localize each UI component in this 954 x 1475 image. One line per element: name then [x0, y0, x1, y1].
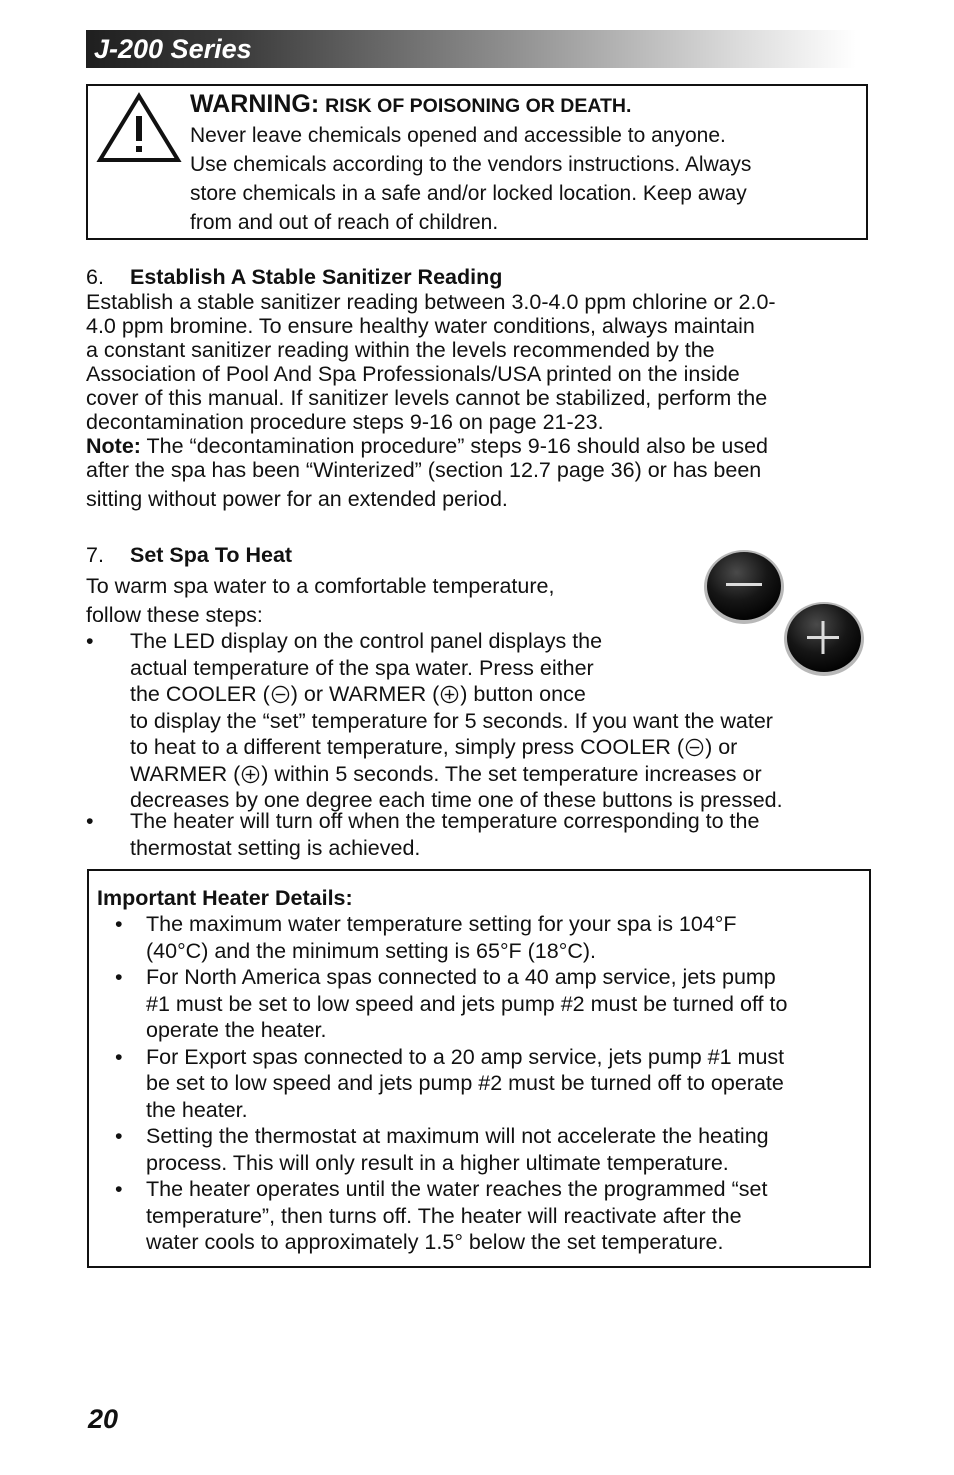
item-line: water cools to approximately 1.5° below the set temperature.	[146, 1230, 724, 1254]
note-line: after the spa has been “Winterized” (section 12.7 page 36) or has been	[86, 458, 762, 482]
bullet-symbol: •	[115, 1044, 123, 1069]
bullet-line: to display the “set” temperature for 5 seconds. If you want the water	[130, 708, 773, 733]
bullet-symbol: •	[86, 809, 94, 833]
plus-circle-icon	[440, 685, 459, 704]
warning-line: Never leave chemicals opened and accessible to anyone.	[190, 124, 726, 147]
bullet-line	[130, 761, 866, 788]
item-line: temperature”, then turns off. The heater will reactivate after the	[146, 1203, 742, 1228]
bullet-line	[130, 734, 866, 761]
bullet-symbol: •	[115, 1124, 123, 1148]
body-line: decontamination procedure steps 9-16 on page 21-23.	[86, 410, 604, 434]
item-line: be set to low speed and jets pump #2 must be turned off to operate	[146, 1071, 784, 1095]
text-fragment: ) or WARMER (	[290, 682, 440, 706]
bullet-line: thermostat setting is achieved.	[130, 835, 421, 860]
item-line: Setting the thermostat at maximum will not accelerate the heating	[146, 1124, 769, 1148]
warning-line: Use chemicals according to the vendors instructions. Always	[190, 153, 752, 176]
text-fragment: ) button once	[460, 682, 586, 706]
bullet-text	[130, 808, 866, 861]
list-item	[97, 911, 869, 964]
text-fragment: to heat to a different temperature, simply press COOLER (	[130, 735, 685, 759]
bullet-line: actual temperature of the spa water. Press either	[130, 655, 594, 680]
bullet-symbol: •	[86, 629, 94, 653]
bullet-symbol: •	[115, 1177, 123, 1201]
minus-circle-icon	[685, 738, 704, 757]
list-item	[86, 628, 866, 814]
section-title: Establish A Stable Sanitizer Reading	[130, 265, 503, 289]
bullet-line: decreases by one degree each time one of these buttons is pressed.	[130, 788, 783, 812]
warning-line: from and out of reach of children.	[190, 211, 499, 234]
list-item	[97, 1176, 869, 1256]
warning-triangle-icon	[96, 90, 182, 164]
item-line: #1 must be set to low speed and jets pump #2 must be turned off to	[146, 991, 788, 1016]
header-band	[86, 30, 856, 68]
section-7-intro	[86, 572, 554, 630]
heater-details-box	[87, 869, 871, 1268]
item-line: The heater operates until the water reaches the programmed “set	[146, 1177, 768, 1201]
body-line: Association of Pool And Spa Professionals/USA printed on the inside	[86, 362, 740, 386]
warning-subheading: RISK OF POISONING OR DEATH.	[325, 95, 632, 117]
warning-line: store chemicals in a safe and/or locked location. Keep away	[190, 182, 747, 205]
list-item	[97, 964, 869, 1044]
text-fragment: ) or	[705, 735, 738, 759]
list-item	[97, 1123, 869, 1176]
section-title: Set Spa To Heat	[130, 543, 293, 567]
warning-heading-line	[190, 90, 850, 121]
body-line: 4.0 ppm bromine. To ensure healthy water conditions, always maintain	[86, 314, 755, 338]
warning-text	[190, 90, 850, 237]
warning-box	[86, 84, 868, 240]
note-text: The “decontamination procedure” steps 9-16 should also be used	[140, 434, 769, 458]
intro-line: follow these steps:	[86, 603, 263, 627]
bullet-text	[130, 628, 866, 814]
item-line: operate the heater.	[146, 1018, 327, 1042]
item-line: process. This will only result in a higher ultimate temperature.	[146, 1150, 729, 1175]
section-7-heading	[86, 543, 292, 567]
details-title: Important Heater Details:	[97, 886, 353, 910]
section-number: 6.	[86, 265, 104, 289]
bullet-symbol: •	[115, 912, 123, 936]
item-line: The maximum water temperature setting for your spa is 104°F	[146, 912, 737, 936]
list-item	[86, 808, 866, 861]
bullet-line: The LED display on the control panel displays the	[130, 629, 603, 653]
item-line: the heater.	[146, 1097, 248, 1122]
body-line: cover of this manual. If sanitizer levels cannot be stabilized, perform the	[86, 386, 768, 410]
note-label: Note:	[86, 434, 141, 458]
bullet-symbol: •	[115, 965, 123, 989]
plus-circle-icon	[241, 765, 260, 784]
bullet-line	[130, 681, 866, 708]
item-line: (40°C) and the minimum setting is 65°F (18°C).	[146, 938, 596, 963]
intro-line: To warm spa water to a comfortable temperature,	[86, 574, 555, 598]
text-fragment: WARMER (	[130, 761, 241, 786]
note-line	[86, 434, 876, 458]
text-fragment: the COOLER (	[130, 682, 270, 706]
minus-circle-icon	[271, 685, 290, 704]
text-fragment: ) within 5 seconds. The set temperature increases or	[261, 761, 762, 786]
section-6-heading	[86, 265, 502, 289]
series-title: J-200 Series	[94, 34, 252, 64]
page-number: 20	[88, 1404, 119, 1434]
body-line: Establish a stable sanitizer reading between 3.0-4.0 ppm chlorine or 2.0-	[86, 290, 776, 314]
section-number: 7.	[86, 543, 104, 567]
note-line: sitting without power for an extended period.	[86, 487, 508, 511]
cooler-button-illustration	[702, 547, 786, 627]
list-item	[97, 1044, 869, 1124]
warning-heading: WARNING:	[190, 90, 320, 118]
details-list	[97, 911, 869, 1256]
item-line: For North America spas connected to a 40 amp service, jets pump	[146, 965, 776, 989]
section-6-body	[86, 290, 876, 511]
body-line: a constant sanitizer reading within the levels recommended by the	[86, 338, 715, 362]
item-line: For Export spas connected to a 20 amp service, jets pump #1 must	[146, 1044, 785, 1069]
bullet-line: The heater will turn off when the temperature corresponding to the	[130, 809, 760, 833]
